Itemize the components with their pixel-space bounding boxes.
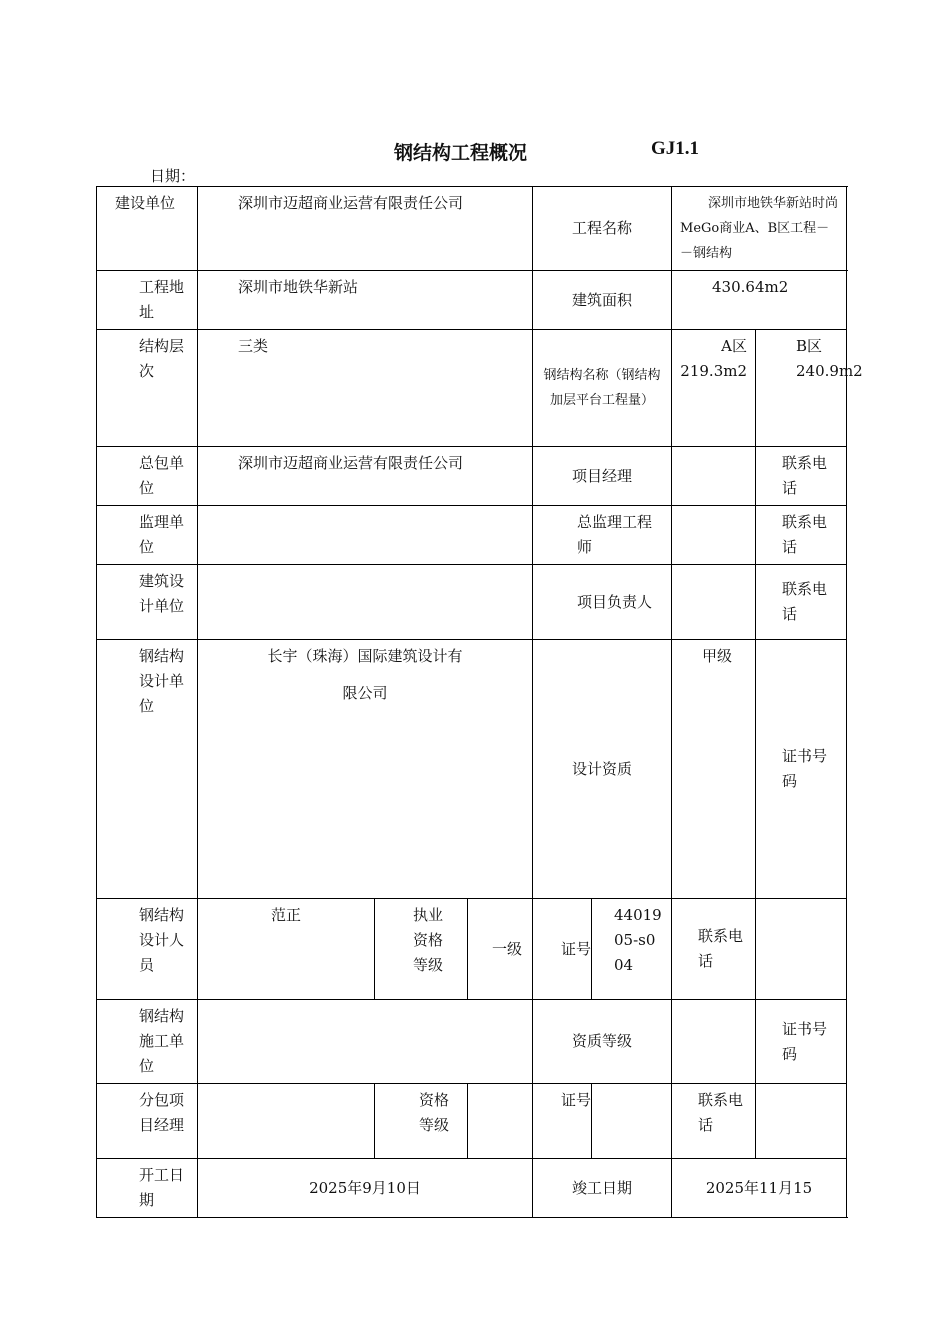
project-name-label: 工程名称 xyxy=(533,187,672,271)
steel-designer-label: 钢结构设计人员 xyxy=(97,899,198,1000)
address-value: 深圳市地铁华新站 xyxy=(198,271,533,330)
project-lead-label: 项目负责人 xyxy=(533,565,672,640)
steel-contractor-label: 钢结构施工单位 xyxy=(97,1000,198,1084)
steel-designer-org-value xyxy=(198,640,533,899)
table-row xyxy=(97,506,847,565)
project-overview-table xyxy=(96,186,863,1218)
supervision-label: 监理单位 xyxy=(97,506,198,565)
steel-designer-org-line2: 限公司 xyxy=(342,684,388,702)
steel-designer-value: 范正 xyxy=(198,899,375,1000)
phone-value xyxy=(756,899,847,1000)
project-lead-value xyxy=(672,565,756,640)
design-qualification-label: 设计资质 xyxy=(533,640,672,899)
address-label: 工程地址 xyxy=(97,271,198,330)
table-row xyxy=(97,271,847,330)
structure-level-value: 三类 xyxy=(198,330,533,447)
form-code: GJ1.1 xyxy=(651,138,700,159)
completion-date-label: 竣工日期 xyxy=(533,1159,672,1218)
subcontract-grade-value xyxy=(468,1084,533,1159)
subcontract-license-label: 证号 xyxy=(533,1084,592,1159)
table-row xyxy=(97,1084,847,1159)
phone-label: 联系电话 xyxy=(756,565,847,640)
start-date-value: 2025年9月10日 xyxy=(198,1159,533,1218)
chief-supervisor-value xyxy=(672,506,756,565)
structure-level-label: 结构层次 xyxy=(97,330,198,447)
design-grade-value: 甲级 xyxy=(672,640,756,899)
date-label: 日期： xyxy=(150,167,196,185)
builder-value: 深圳市迈超商业运营有限责任公司 xyxy=(198,187,533,271)
practice-grade-value: 一级 xyxy=(468,899,533,1000)
floor-area-value: 430.64m2 xyxy=(672,271,847,330)
table-row xyxy=(97,330,847,447)
subcontract-manager-label: 分包项目经理 xyxy=(97,1084,198,1159)
phone-label: 联系电话 xyxy=(756,506,847,565)
certificate-label: 证书号码 xyxy=(756,640,847,899)
table-row xyxy=(97,899,847,1000)
project-name-value: 深圳市地铁华新站时尚MeGo商业A、B区工程－－钢结构 xyxy=(672,187,847,271)
builder-label: 建设单位 xyxy=(97,187,198,271)
table-row xyxy=(97,187,847,271)
steel-contractor-value xyxy=(198,1000,533,1084)
project-manager-value xyxy=(672,447,756,506)
subcontract-qualification-label: 资格等级 xyxy=(375,1084,468,1159)
table-row xyxy=(97,1000,847,1084)
phone-value xyxy=(756,1084,847,1159)
practice-qualification-label: 执业资格等级 xyxy=(375,899,468,1000)
qualification-level-label: 资质等级 xyxy=(533,1000,672,1084)
subcontract-manager-value xyxy=(198,1084,375,1159)
phone-label: 联系电话 xyxy=(672,899,756,1000)
steel-designer-org-line1: 长宇（珠海）国际建筑设计有 xyxy=(267,647,463,665)
license-number-label: 证号 xyxy=(533,899,592,1000)
steel-name-label: 钢结构名称（钢结构加层平台工程量） xyxy=(533,330,672,447)
project-manager-label: 项目经理 xyxy=(533,447,672,506)
qualification-level-value xyxy=(672,1000,756,1084)
general-contractor-value: 深圳市迈超商业运营有限责任公司 xyxy=(198,447,533,506)
chief-supervisor-label: 总监理工程师 xyxy=(533,506,672,565)
steel-designer-org-label: 钢结构设计单位 xyxy=(97,640,198,899)
phone-label: 联系电话 xyxy=(756,447,847,506)
area-a-value: A区219.3m2 xyxy=(672,330,756,447)
architect-value xyxy=(198,565,533,640)
area-b-value: B区240.9m2 xyxy=(756,330,847,447)
phone-label: 联系电话 xyxy=(672,1084,756,1159)
license-number-value: 4401905-s004 xyxy=(592,899,672,1000)
table-row xyxy=(97,640,847,899)
page-title: 钢结构工程概况 xyxy=(394,142,528,164)
table-row xyxy=(97,447,847,506)
start-date-label: 开工日期 xyxy=(97,1159,198,1218)
certificate-label: 证书号码 xyxy=(756,1000,847,1084)
subcontract-license-value xyxy=(592,1084,672,1159)
floor-area-label: 建筑面积 xyxy=(533,271,672,330)
supervision-value xyxy=(198,506,533,565)
general-contractor-label: 总包单位 xyxy=(97,447,198,506)
completion-date-value: 2025年11月15 xyxy=(672,1159,847,1218)
table-row xyxy=(97,1159,847,1218)
table-row xyxy=(97,565,847,640)
architect-label: 建筑设计单位 xyxy=(97,565,198,640)
